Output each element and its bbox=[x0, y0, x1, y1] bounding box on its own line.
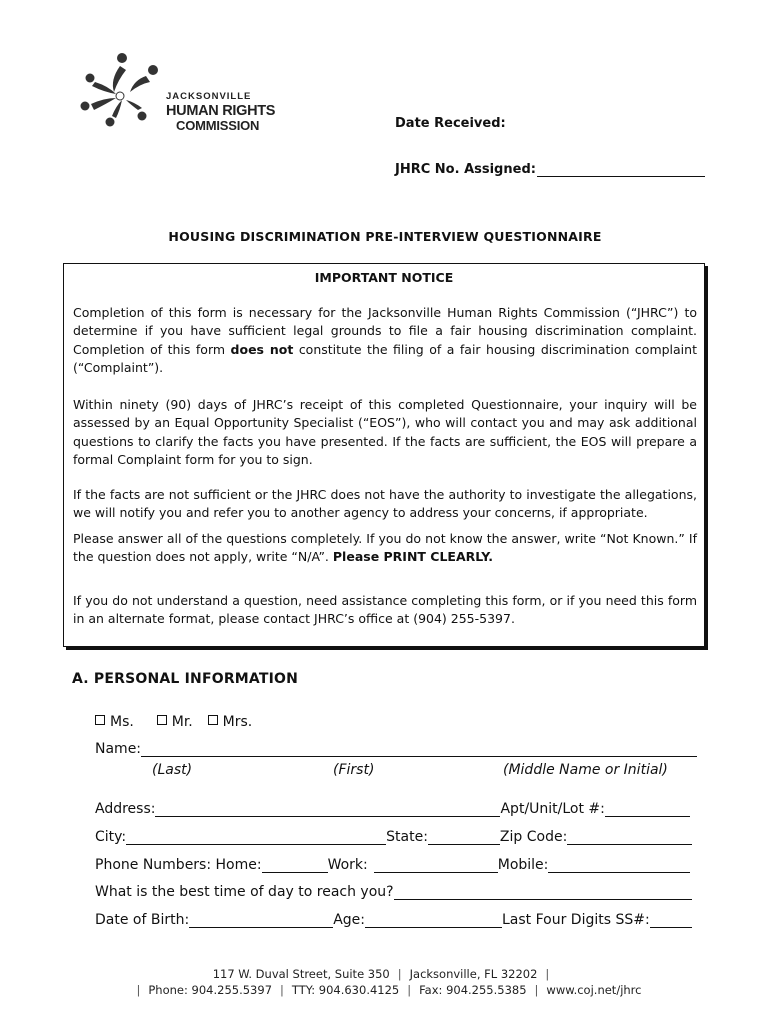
important-notice-box bbox=[63, 263, 705, 647]
notice-p4-bold: Please PRINT CLEARLY. bbox=[332, 549, 494, 565]
phone-home-input-line[interactable] bbox=[262, 858, 328, 873]
apt-label: Apt/Unit/Lot #: bbox=[500, 801, 605, 817]
mr-label: Mr. bbox=[171, 714, 193, 730]
notice-p1-text-a: Completion of this form is necessary for the Jacksonville Human Rights Commission (“JHRC”) to determine if you have sufficient legal grounds to file a fair housing discrimination complaint. Completion of this form bbox=[73, 305, 697, 357]
name-label: Name: bbox=[95, 741, 142, 757]
footer-address: 117 W. Duval Street, Suite 350 | Jacksonville, FL 32202 | bbox=[212, 967, 550, 981]
best-time-label: What is the best time of day to reach you? bbox=[95, 884, 394, 900]
notice-p4-text: Please answer all of the questions completely. If you do not know the answer, write “Not Known.” If the question does not apply, write “N/A”. bbox=[73, 531, 697, 565]
ms-checkbox[interactable] bbox=[95, 715, 105, 725]
footer-contacts: | Phone: 904.255.5397 | TTY: 904.630.4125 | Fax: 904.255.5385 | www.coj.net/jhrc bbox=[136, 983, 642, 997]
notice-p1-text-c: constitute the filing of a fair housing discrimination complaint (“Complaint”). bbox=[73, 341, 697, 375]
mrs-checkbox[interactable] bbox=[208, 715, 218, 725]
date-received-label: Date Received: bbox=[395, 116, 506, 131]
name-sub-last: (Last) bbox=[152, 762, 193, 778]
jhrc-no-line[interactable] bbox=[537, 164, 705, 177]
logo-line1: JACKSONVILLE bbox=[166, 91, 252, 102]
mrs-label: Mrs. bbox=[222, 714, 253, 730]
ss-label: Last Four Digits SS#: bbox=[501, 912, 650, 928]
phone-work-input-line[interactable] bbox=[374, 858, 498, 873]
address-input-line[interactable] bbox=[155, 802, 500, 817]
logo-text bbox=[166, 92, 275, 132]
best-time-row bbox=[95, 884, 692, 900]
section-a-title: A. PERSONAL INFORMATION bbox=[72, 671, 299, 687]
notice-paragraph-1 bbox=[73, 304, 697, 377]
jhrc-no-field[interactable] bbox=[395, 162, 705, 177]
notice-paragraph-5: If you do not understand a question, need assistance completing this form, or if you need this form in an alternate format, please contact JHRC’s office at (904) 255-5397. bbox=[73, 593, 697, 627]
dob-row bbox=[95, 912, 692, 928]
footer-website-link[interactable]: www.coj.net/jhrc bbox=[546, 983, 642, 997]
state-label: State: bbox=[386, 829, 428, 845]
city-input-line[interactable] bbox=[126, 830, 386, 845]
phone-home-label: Phone Numbers: Home: bbox=[95, 857, 262, 873]
logo-line3: COMMISSION bbox=[176, 118, 260, 133]
city-label: City: bbox=[95, 829, 127, 845]
zip-input-line[interactable] bbox=[567, 830, 692, 845]
dob-input-line[interactable] bbox=[189, 913, 333, 928]
footer-street: 117 W. Duval Street, Suite 350 bbox=[212, 967, 390, 981]
age-input-line[interactable] bbox=[365, 913, 502, 928]
notice-paragraph-3: If the facts are not sufficient or the JHRC does not have the authority to investigate the allegations, we will notify you and refer you to another agency to address your concerns, if appropriate. bbox=[73, 487, 697, 521]
logo-line2: HUMAN RIGHTS bbox=[166, 102, 276, 119]
notice-paragraph-2: Within ninety (90) days of JHRC’s receipt of this completed Questionnaire, your inquiry will be assessed by an Equal Opportunity Specialist (“EOS”), who will contact you and may ask additional questions to clarify the facts you have presented. If the facts are sufficient, the EOS will prepare a formal Complaint form for you to sign. bbox=[73, 397, 697, 467]
best-time-input-line[interactable] bbox=[394, 885, 692, 900]
name-row bbox=[95, 741, 697, 757]
phone-row bbox=[95, 857, 690, 873]
jhrc-no-label: JHRC No. Assigned: bbox=[395, 162, 536, 177]
name-sub-middle: (Middle Name or Initial) bbox=[503, 762, 668, 778]
zip-label: Zip Code: bbox=[499, 829, 568, 845]
address-label: Address: bbox=[95, 801, 156, 817]
age-label: Age: bbox=[333, 912, 365, 928]
address-row bbox=[95, 801, 690, 817]
footer-tty: TTY: 904.630.4125 bbox=[291, 983, 400, 997]
phone-work-label: Work: bbox=[327, 857, 368, 873]
footer-phone: Phone: 904.255.5397 bbox=[148, 983, 273, 997]
document-title: HOUSING DISCRIMINATION PRE-INTERVIEW QUESTIONNAIRE bbox=[168, 229, 602, 244]
notice-title: IMPORTANT NOTICE bbox=[314, 270, 454, 285]
dob-label: Date of Birth: bbox=[95, 912, 190, 928]
logo-figures-icon bbox=[81, 53, 159, 127]
name-input-line[interactable] bbox=[141, 742, 697, 757]
state-input-line[interactable] bbox=[428, 830, 500, 845]
footer-city: Jacksonville, FL 32202 bbox=[409, 967, 538, 981]
salutation-row bbox=[95, 714, 252, 730]
name-sub-first: (First) bbox=[333, 762, 375, 778]
apt-input-line[interactable] bbox=[605, 802, 690, 817]
city-row bbox=[95, 829, 692, 845]
phone-mobile-input-line[interactable] bbox=[548, 858, 690, 873]
ss-input-line[interactable] bbox=[650, 913, 692, 928]
notice-p1-bold: does not bbox=[230, 341, 294, 357]
footer-fax: Fax: 904.255.5385 bbox=[419, 983, 527, 997]
ms-label: Ms. bbox=[110, 714, 134, 730]
notice-paragraph-4 bbox=[73, 530, 697, 567]
phone-mobile-label: Mobile: bbox=[497, 857, 549, 873]
mr-checkbox[interactable] bbox=[157, 715, 167, 725]
